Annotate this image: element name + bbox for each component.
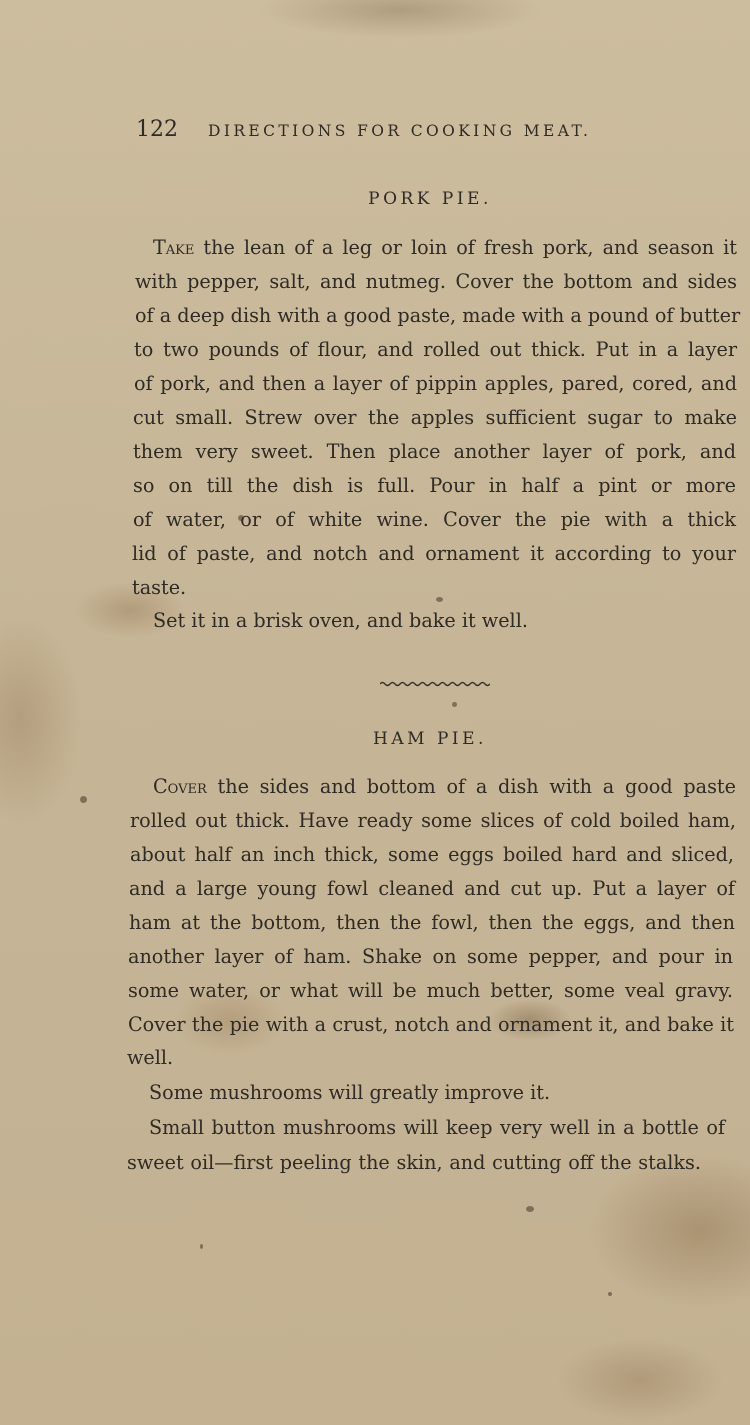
section-title-ham-pie: HAM PIE. — [373, 729, 487, 749]
line-text: of pork, and then a layer of pippin apples, pared, cored, and — [134, 372, 737, 395]
line-text: ham at the bottom, then the fowl, then the eggs, and then — [129, 911, 735, 934]
line-text: some water, or what will be much better, some veal gravy. — [128, 979, 733, 1002]
line-text: and a large young fowl cleaned and cut up. Put a layer of — [129, 877, 735, 900]
text-line — [134, 370, 737, 398]
line-text: lid of paste, and notch and ornament it according to your — [132, 542, 736, 565]
line-text: the lean of a leg or loin of fresh pork, and season it — [194, 236, 737, 259]
line-text: sweet oil—first peeling the skin, and cutting off the stalks. — [127, 1151, 701, 1174]
text-line — [149, 1079, 550, 1107]
drop-word: Take — [153, 236, 195, 259]
line-text: Some mushrooms will greatly improve it. — [149, 1081, 551, 1104]
text-line — [133, 472, 736, 500]
text-line — [149, 1114, 725, 1142]
line-text: rolled out thick. Have ready some slices of cold boiled ham, — [130, 809, 736, 832]
line-text: well. — [127, 1046, 174, 1069]
text-line — [127, 1149, 701, 1177]
foxing-spot — [80, 796, 87, 803]
text-line — [133, 506, 736, 534]
text-line — [128, 1011, 734, 1039]
text-line — [133, 404, 737, 432]
text-line — [130, 841, 734, 869]
line-text: of a deep dish with a good paste, made with a pound of butter — [135, 304, 741, 327]
line-text: Set it in a brisk oven, and bake it well. — [153, 609, 528, 632]
text-line — [128, 977, 733, 1005]
line-text: to two pounds of flour, and rolled out thick. Put in a layer — [134, 338, 737, 361]
running-title: DIRECTIONS FOR COOKING MEAT. — [208, 122, 592, 140]
text-line — [135, 302, 741, 330]
line-text: with pepper, salt, and nutmeg. Cover the bottom and sides — [135, 270, 737, 293]
line-text: about half an inch thick, some eggs boiled hard and sliced, — [130, 843, 734, 866]
decorative-rule — [380, 680, 490, 688]
foxing-spot — [436, 597, 443, 602]
text-line — [132, 540, 736, 568]
text-line — [129, 875, 735, 903]
line-text: cut small. Strew over the apples sufficient sugar to make — [133, 406, 737, 429]
text-line — [133, 438, 736, 466]
section-title-pork-pie: PORK PIE. — [368, 189, 492, 209]
line-text: of water, or of white wine. Cover the pie with a thick — [133, 508, 736, 531]
line-text: them very sweet. Then place another layer of pork, and — [133, 440, 736, 463]
foxing-spot — [608, 1292, 612, 1296]
line-text: another layer of ham. Shake on some pepper, and pour in — [128, 945, 733, 968]
line-text: Small button mushrooms will keep very well in a bottle of — [149, 1116, 725, 1139]
text-line — [132, 574, 186, 602]
drop-word: Cover — [153, 775, 207, 798]
text-line — [127, 1044, 173, 1072]
text-line — [153, 607, 528, 635]
line-text: taste. — [132, 576, 187, 599]
line-text: the sides and bottom of a dish with a good paste — [206, 775, 736, 798]
page-number: 122 — [136, 117, 178, 142]
text-line — [134, 336, 737, 364]
text-line — [128, 943, 733, 971]
foxing-spot — [200, 1244, 203, 1249]
foxing-spot — [452, 702, 457, 707]
running-head — [136, 116, 676, 145]
text-line — [129, 909, 735, 937]
text-line — [135, 268, 737, 296]
text-line — [153, 234, 737, 262]
text-line — [130, 807, 736, 835]
text-line — [153, 773, 736, 801]
foxing-spot — [526, 1206, 534, 1212]
line-text: so on till the dish is full. Pour in half a pint or more — [133, 474, 736, 497]
line-text: Cover the pie with a crust, notch and ornament it, and bake it — [128, 1013, 734, 1036]
